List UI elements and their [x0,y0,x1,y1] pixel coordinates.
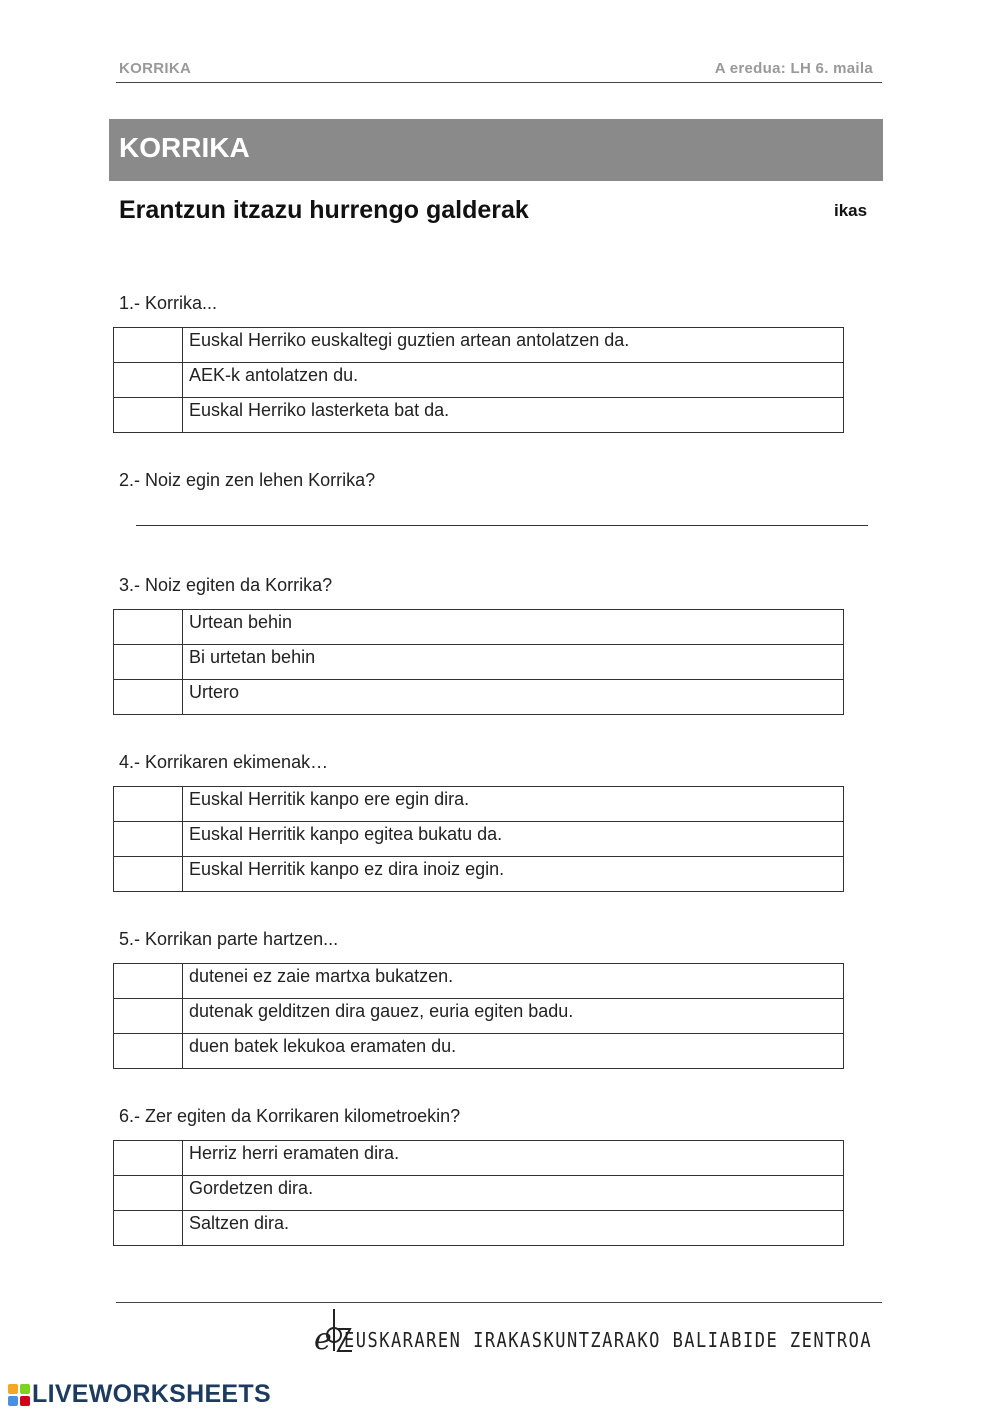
footer-divider [116,1302,882,1303]
answer-checkbox[interactable] [114,398,183,433]
option-row [114,1176,844,1211]
option-text: Euskal Herritik kanpo ez dira inoiz egin. [183,857,844,892]
options-table-6 [113,1140,844,1246]
option-row [114,999,844,1034]
option-row [114,1141,844,1176]
answer-checkbox[interactable] [114,999,183,1034]
option-text: Saltzen dira. [183,1211,844,1246]
option-text: Euskal Herritik kanpo egitea bukatu da. [183,822,844,857]
option-text: duen batek lekukoa eramaten du. [183,1034,844,1069]
answer-checkbox[interactable] [114,1211,183,1246]
question-5: 5.- Korrikan parte hartzen... [119,929,339,949]
answer-checkbox[interactable] [114,610,183,645]
option-row [114,645,844,680]
question-3: 3.- Noiz egiten da Korrika? [119,575,333,595]
tag-label: ikas [834,201,868,220]
question-1: 1.- Korrika... [119,293,218,313]
option-row [114,822,844,857]
instruction-heading: Erantzun itzazu hurrengo galderak [119,196,529,224]
option-row [114,328,844,363]
option-text: Urtean behin [183,610,844,645]
option-row [114,857,844,892]
option-row [114,964,844,999]
option-row [114,1211,844,1246]
option-text: Euskal Herriko euskaltegi guztien artean antolatzen da. [183,328,844,363]
option-row [114,610,844,645]
options-table-5 [113,963,844,1069]
options-table-4 [113,786,844,892]
option-row [114,363,844,398]
answer-input-line[interactable] [136,525,868,526]
option-text: Euskal Herritik kanpo ere egin dira. [183,787,844,822]
header-divider [116,82,882,83]
answer-checkbox[interactable] [114,787,183,822]
answer-checkbox[interactable] [114,645,183,680]
footer-logo-text: EUSKARAREN IRAKASKUNTZARAKO BALIABIDE ZENTROA [344,1329,873,1353]
options-table-1 [113,327,844,433]
option-text: Bi urtetan behin [183,645,844,680]
header-level: A eredua: LH 6. maila [714,60,873,77]
answer-checkbox[interactable] [114,1141,183,1176]
option-row [114,398,844,433]
answer-checkbox[interactable] [114,328,183,363]
answer-checkbox[interactable] [114,1034,183,1069]
option-text: Herriz herri eramaten dira. [183,1141,844,1176]
liveworksheets-brand: LIVEWORKSHEETS [32,1380,271,1408]
title-banner [109,119,883,181]
answer-checkbox[interactable] [114,680,183,715]
answer-checkbox[interactable] [114,964,183,999]
option-text: dutenei ez zaie martxa bukatzen. [183,964,844,999]
option-text: Euskal Herriko lasterketa bat da. [183,398,844,433]
option-row [114,1034,844,1069]
svg-text:e: e [314,1322,332,1355]
answer-checkbox[interactable] [114,857,183,892]
header-left-title: KORRIKA [119,60,192,77]
option-text: Gordetzen dira. [183,1176,844,1211]
question-4: 4.- Korrikaren ekimenak… [119,752,329,772]
answer-checkbox[interactable] [114,363,183,398]
liveworksheets-logo-icon [8,1384,30,1406]
option-text: dutenak gelditzen dira gauez, euria egiten badu. [183,999,844,1034]
option-text: Urtero [183,680,844,715]
options-table-3 [113,609,844,715]
answer-checkbox[interactable] [114,1176,183,1211]
option-row [114,680,844,715]
question-6: 6.- Zer egiten da Korrikaren kilometroekin? [119,1106,461,1126]
option-row [114,787,844,822]
question-2: 2.- Noiz egin zen lehen Korrika? [119,470,376,490]
option-text: AEK-k antolatzen du. [183,363,844,398]
answer-checkbox[interactable] [114,822,183,857]
banner-title: KORRIKA [119,132,250,163]
